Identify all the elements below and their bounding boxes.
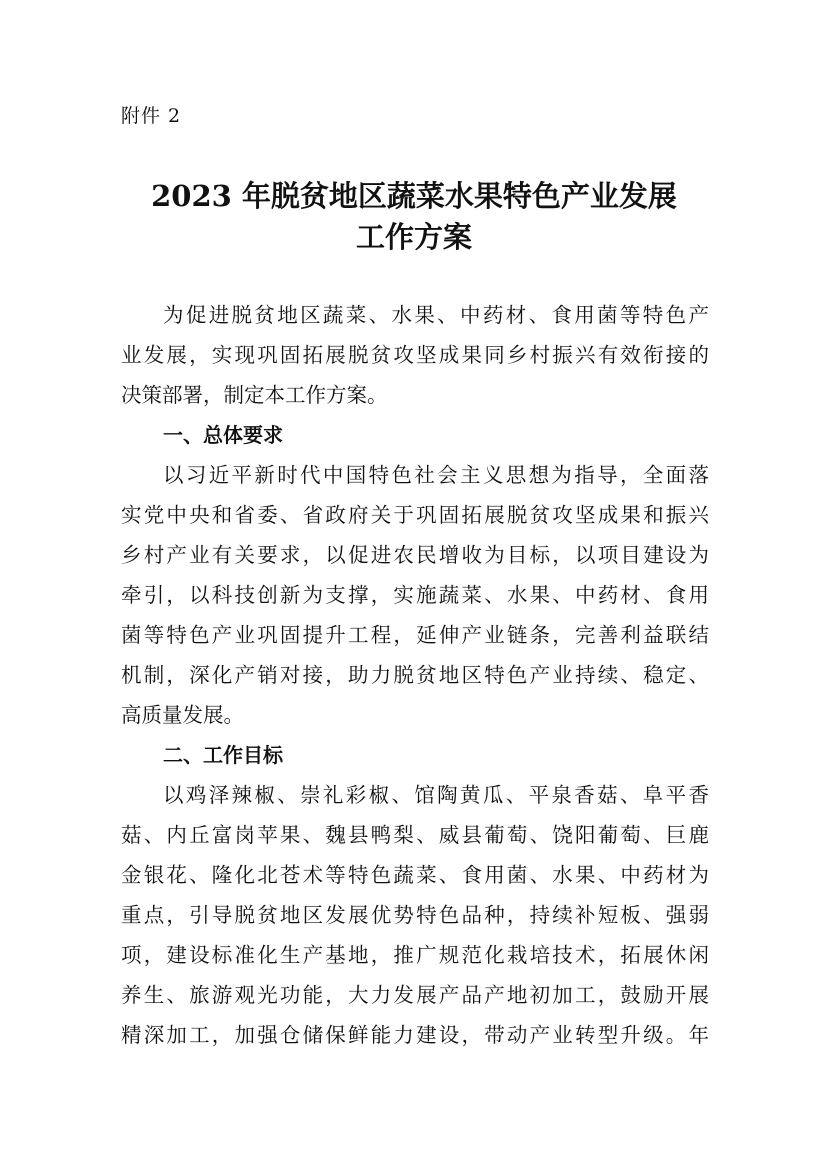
attachment-label: 附件 2 bbox=[121, 105, 182, 127]
section1-line: 乡村产业有关要求，以促进农民增收为目标，以项目建设为 bbox=[121, 543, 709, 567]
section2-line: 养生、旅游观光功能，大力发展产品产地初加工，鼓励开展 bbox=[121, 983, 709, 1007]
section-heading: 一、总体要求 bbox=[163, 423, 283, 447]
section-heading: 二、工作目标 bbox=[163, 743, 283, 767]
intro-line: 决策部署，制定本工作方案。 bbox=[121, 383, 388, 407]
section1-line: 高质量发展。 bbox=[121, 703, 244, 727]
document-title-line-1: 2023 年脱贫地区蔬菜水果特色产业发展 bbox=[151, 179, 677, 213]
section2-line: 金银花、隆化北苍术等特色蔬菜、食用菌、水果、中药材为 bbox=[121, 863, 709, 887]
section1-line: 菌等特色产业巩固提升工程，延伸产业链条，完善利益联结 bbox=[121, 623, 709, 647]
section1-line: 牵引，以科技创新为支撑，实施蔬菜、水果、中药材、食用 bbox=[121, 583, 709, 607]
section2-line: 精深加工，加强仓储保鲜能力建设，带动产业转型升级。年 bbox=[121, 1023, 709, 1047]
section1-line: 以习近平新时代中国特色社会主义思想为指导，全面落 bbox=[163, 463, 709, 487]
document-title-line-2: 工作方案 bbox=[355, 220, 472, 254]
section1-line: 实党中央和省委、省政府关于巩固拓展脱贫攻坚成果和振兴 bbox=[121, 503, 709, 527]
section2-line: 菇、内丘富岗苹果、魏县鸭梨、威县葡萄、饶阳葡萄、巨鹿 bbox=[121, 823, 709, 847]
section2-line: 项，建设标准化生产基地，推广规范化栽培技术，拓展休闲 bbox=[121, 943, 709, 967]
section2-line: 以鸡泽辣椒、崇礼彩椒、馆陶黄瓜、平泉香菇、阜平香 bbox=[163, 783, 709, 807]
intro-line: 业发展，实现巩固拓展脱贫攻坚成果同乡村振兴有效衔接的 bbox=[121, 343, 709, 367]
section2-line: 重点，引导脱贫地区发展优势特色品种，持续补短板、强弱 bbox=[121, 903, 709, 927]
section1-line: 机制，深化产销对接，助力脱贫地区特色产业持续、稳定、 bbox=[121, 663, 709, 687]
intro-line: 为促进脱贫地区蔬菜、水果、中药材、食用菌等特色产 bbox=[163, 303, 709, 327]
